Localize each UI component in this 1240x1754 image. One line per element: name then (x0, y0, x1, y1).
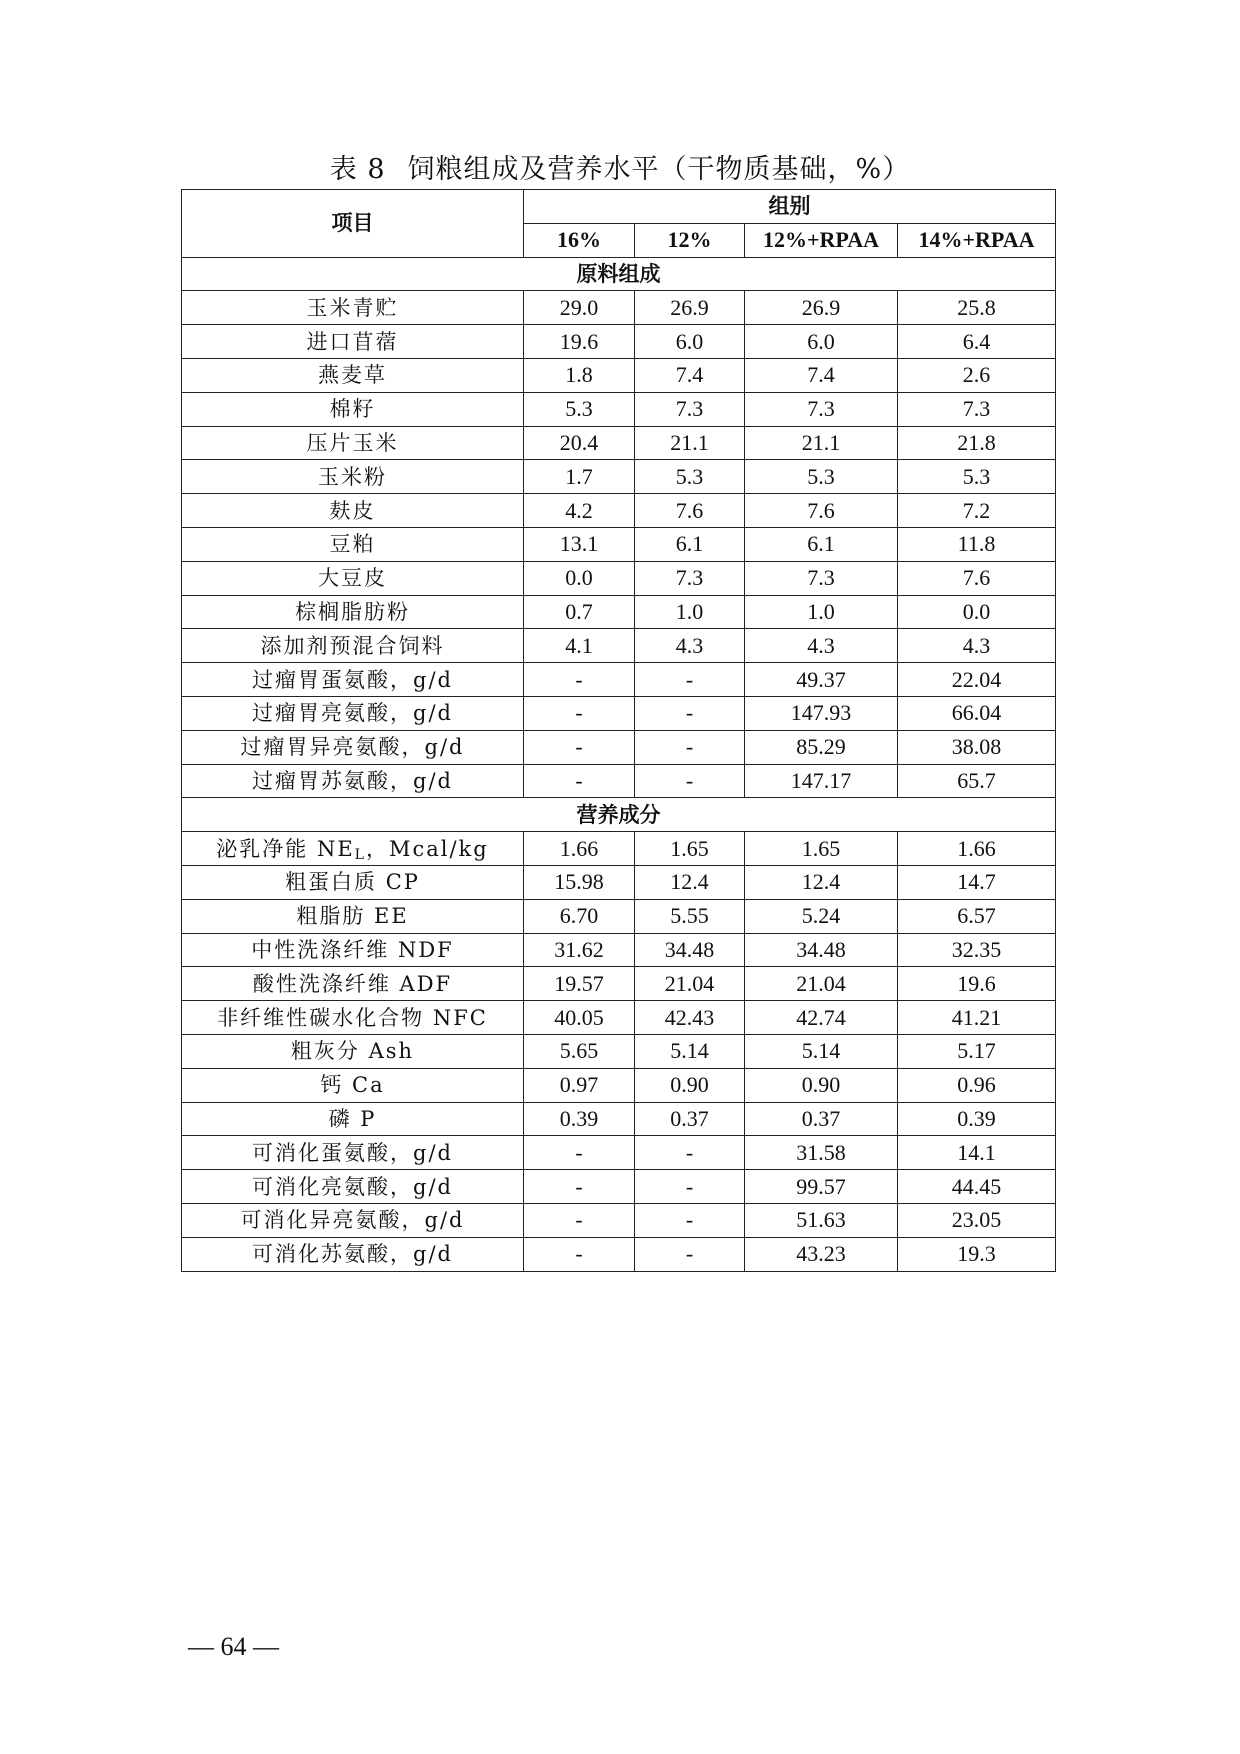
item-text: 酸性洗涤纤维 ADF (252, 971, 453, 996)
section-title: 原料组成 (182, 257, 1056, 291)
cell-value: - (635, 663, 745, 697)
item-text: 添加剂预混合饲料 (260, 633, 445, 658)
cell-value: 15.98 (524, 865, 635, 899)
item-suffix: ，Mcal/kg (365, 836, 489, 861)
cell-value: 5.3 (524, 392, 635, 426)
item-text: 可消化异亮氨酸，g/d (240, 1208, 465, 1233)
cell-value: - (635, 1136, 745, 1170)
row-item-label (182, 595, 524, 629)
group-header-12: 12% (635, 223, 745, 257)
item-text: 可消化蛋氨酸，g/d (252, 1140, 453, 1165)
cell-value: 7.6 (635, 494, 745, 528)
cell-value: 2.6 (898, 358, 1056, 392)
cell-value: - (524, 764, 635, 798)
table-row (182, 764, 1056, 798)
cell-value: 0.37 (745, 1102, 898, 1136)
table-row (182, 933, 1056, 967)
cell-value: 14.1 (898, 1136, 1056, 1170)
cell-value: 6.57 (898, 899, 1056, 933)
row-item-label (182, 967, 524, 1001)
cell-value: 7.6 (898, 561, 1056, 595)
row-item-label (182, 1068, 524, 1102)
cell-value: 7.2 (898, 494, 1056, 528)
cell-value: 0.37 (635, 1102, 745, 1136)
cell-value: 42.74 (745, 1001, 898, 1035)
cell-value: - (524, 663, 635, 697)
item-column-header: 项目 (182, 190, 524, 258)
cell-value: 4.3 (635, 629, 745, 663)
cell-value: 0.96 (898, 1068, 1056, 1102)
cell-value: 13.1 (524, 527, 635, 561)
cell-value: 5.3 (898, 460, 1056, 494)
cell-value: 14.7 (898, 865, 1056, 899)
item-text: 玉米青贮 (306, 295, 399, 320)
group-header-16: 16% (524, 223, 635, 257)
table-row (182, 1203, 1056, 1237)
row-item-label (182, 392, 524, 426)
item-text: 棕榈脂肪粉 (295, 599, 410, 624)
cell-value: 6.0 (635, 325, 745, 359)
cell-value: - (635, 696, 745, 730)
cell-value: 1.65 (635, 832, 745, 866)
row-item-label (182, 764, 524, 798)
cell-value: 31.58 (745, 1136, 898, 1170)
cell-value: 5.65 (524, 1034, 635, 1068)
cell-value: 21.1 (635, 426, 745, 460)
cell-value: 7.3 (635, 561, 745, 595)
cell-value: 0.39 (524, 1102, 635, 1136)
cell-value: 19.3 (898, 1237, 1056, 1271)
item-text: 豆粕 (329, 532, 376, 557)
item-text: 大豆皮 (318, 566, 387, 591)
cell-value: 147.17 (745, 764, 898, 798)
cell-value: 41.21 (898, 1001, 1056, 1035)
cell-value: - (524, 730, 635, 764)
cell-value: 21.04 (635, 967, 745, 1001)
cell-value: 7.3 (745, 392, 898, 426)
table-row (182, 730, 1056, 764)
cell-value: 0.39 (898, 1102, 1056, 1136)
cell-value: 6.70 (524, 899, 635, 933)
cell-value: 6.1 (635, 527, 745, 561)
item-text: 可消化亮氨酸，g/d (252, 1174, 453, 1199)
cell-value: 5.14 (635, 1034, 745, 1068)
cell-value: 1.0 (745, 595, 898, 629)
table-row (182, 1068, 1056, 1102)
cell-value: 1.7 (524, 460, 635, 494)
row-item-label (182, 1203, 524, 1237)
cell-value: 26.9 (635, 291, 745, 325)
table-row (182, 1034, 1056, 1068)
cell-value: 4.3 (898, 629, 1056, 663)
row-item-label (182, 933, 524, 967)
row-item-label (182, 899, 524, 933)
cell-value: 7.3 (898, 392, 1056, 426)
cell-value: 29.0 (524, 291, 635, 325)
section-header-row (182, 257, 1056, 291)
cell-value: 4.3 (745, 629, 898, 663)
row-item-label (182, 527, 524, 561)
table-row (182, 595, 1056, 629)
table-row (182, 358, 1056, 392)
table-row (182, 1102, 1056, 1136)
table-row (182, 291, 1056, 325)
item-text: 进口苜蓿 (306, 329, 399, 354)
cell-value: 5.24 (745, 899, 898, 933)
cell-value: - (524, 1237, 635, 1271)
table-row (182, 865, 1056, 899)
cell-value: - (524, 1136, 635, 1170)
row-item-label (182, 291, 524, 325)
table-row (182, 494, 1056, 528)
cell-value: 12.4 (745, 865, 898, 899)
diet-composition-table (181, 189, 1056, 1272)
cell-value: 1.0 (635, 595, 745, 629)
cell-value: 7.4 (745, 358, 898, 392)
cell-value: 0.0 (898, 595, 1056, 629)
item-text: 可消化苏氨酸，g/d (252, 1242, 453, 1267)
cell-value: 66.04 (898, 696, 1056, 730)
item-text: 粗脂肪 EE (296, 904, 409, 929)
table-caption (0, 152, 1240, 188)
row-item-label (182, 426, 524, 460)
group-header-14-rpaa: 14%+RPAA (898, 223, 1056, 257)
cell-value: 21.8 (898, 426, 1056, 460)
cell-value: 20.4 (524, 426, 635, 460)
table-row (182, 696, 1056, 730)
cell-value: 40.05 (524, 1001, 635, 1035)
cell-value: - (635, 730, 745, 764)
cell-value: - (524, 696, 635, 730)
cell-value: 26.9 (745, 291, 898, 325)
row-item-label (182, 832, 524, 866)
cell-value: 21.1 (745, 426, 898, 460)
item-text: 钙 Ca (320, 1073, 385, 1098)
cell-value: 1.66 (524, 832, 635, 866)
cell-value: 5.17 (898, 1034, 1056, 1068)
item-text: 压片玉米 (306, 430, 399, 455)
table-row (182, 426, 1056, 460)
cell-value: - (635, 1170, 745, 1204)
item-text: 过瘤胃亮氨酸，g/d (252, 701, 453, 726)
cell-value: - (635, 1203, 745, 1237)
item-text: 泌乳净能 NE (216, 836, 355, 861)
cell-value: 5.14 (745, 1034, 898, 1068)
cell-value: 4.2 (524, 494, 635, 528)
cell-value: 0.90 (635, 1068, 745, 1102)
row-item-label (182, 561, 524, 595)
cell-value: 0.7 (524, 595, 635, 629)
item-subscript: L (354, 846, 366, 863)
row-item-label (182, 696, 524, 730)
cell-value: 147.93 (745, 696, 898, 730)
cell-value: 34.48 (635, 933, 745, 967)
cell-value: 5.3 (635, 460, 745, 494)
cell-value: 6.0 (745, 325, 898, 359)
item-text: 燕麦草 (318, 363, 387, 388)
item-text: 非纤维性碳水化合物 NFC (217, 1005, 488, 1030)
table-row (182, 1170, 1056, 1204)
cell-value: 1.66 (898, 832, 1056, 866)
row-item-label (182, 663, 524, 697)
cell-value: 32.35 (898, 933, 1056, 967)
row-item-label (182, 358, 524, 392)
item-text: 过瘤胃异亮氨酸，g/d (240, 735, 465, 760)
row-item-label (182, 1102, 524, 1136)
cell-value: 0.97 (524, 1068, 635, 1102)
cell-value: 99.57 (745, 1170, 898, 1204)
cell-value: 85.29 (745, 730, 898, 764)
cell-value: 34.48 (745, 933, 898, 967)
row-item-label (182, 1237, 524, 1271)
cell-value: 5.55 (635, 899, 745, 933)
section-title: 营养成分 (182, 798, 1056, 832)
cell-value: 25.8 (898, 291, 1056, 325)
cell-value: 49.37 (745, 663, 898, 697)
cell-value: 65.7 (898, 764, 1056, 798)
cell-value: 23.05 (898, 1203, 1056, 1237)
cell-value: 38.08 (898, 730, 1056, 764)
row-item-label (182, 865, 524, 899)
row-item-label (182, 1034, 524, 1068)
cell-value: 43.23 (745, 1237, 898, 1271)
row-item-label (182, 1136, 524, 1170)
cell-value: 19.6 (524, 325, 635, 359)
header-row-top (182, 190, 1056, 224)
cell-value: 19.57 (524, 967, 635, 1001)
row-item-label (182, 325, 524, 359)
group-header-12-rpaa: 12%+RPAA (745, 223, 898, 257)
cell-value: 7.3 (745, 561, 898, 595)
row-item-label (182, 1170, 524, 1204)
cell-value: 19.6 (898, 967, 1056, 1001)
item-text: 中性洗涤纤维 NDF (251, 937, 454, 962)
cell-value: 1.8 (524, 358, 635, 392)
cell-value: - (635, 1237, 745, 1271)
item-text: 磷 P (328, 1106, 377, 1131)
cell-value: 0.0 (524, 561, 635, 595)
table-row (182, 832, 1056, 866)
item-text: 粗灰分 Ash (290, 1039, 415, 1064)
table-caption-label: 表 8 (329, 154, 386, 185)
page-number: — 64 — (188, 1632, 279, 1661)
cell-value: 42.43 (635, 1001, 745, 1035)
cell-value: 22.04 (898, 663, 1056, 697)
row-item-label (182, 730, 524, 764)
item-text: 玉米粉 (318, 464, 387, 489)
cell-value: 7.6 (745, 494, 898, 528)
item-text: 过瘤胃苏氨酸，g/d (252, 768, 453, 793)
table-row (182, 460, 1056, 494)
item-text: 过瘤胃蛋氨酸，g/d (252, 667, 453, 692)
section-header-row (182, 798, 1056, 832)
cell-value: 6.1 (745, 527, 898, 561)
row-item-label (182, 460, 524, 494)
cell-value: 7.4 (635, 358, 745, 392)
cell-value: 44.45 (898, 1170, 1056, 1204)
table-caption-text: 饲粮组成及营养水平（干物质基础，%） (407, 154, 911, 185)
table-row (182, 1001, 1056, 1035)
cell-value: 4.1 (524, 629, 635, 663)
cell-value: - (635, 764, 745, 798)
row-item-label (182, 494, 524, 528)
cell-value: 0.90 (745, 1068, 898, 1102)
cell-value: 21.04 (745, 967, 898, 1001)
table-header (182, 190, 1056, 258)
table-row (182, 1237, 1056, 1271)
cell-value: 7.3 (635, 392, 745, 426)
cell-value: 12.4 (635, 865, 745, 899)
row-item-label (182, 629, 524, 663)
table-row (182, 1136, 1056, 1170)
cell-value: 31.62 (524, 933, 635, 967)
table-row (182, 325, 1056, 359)
item-text: 棉籽 (329, 397, 376, 422)
table-row (182, 392, 1056, 426)
table-row (182, 899, 1056, 933)
table-row (182, 561, 1056, 595)
table-row (182, 967, 1056, 1001)
table-row (182, 663, 1056, 697)
cell-value: 11.8 (898, 527, 1056, 561)
table-row (182, 629, 1056, 663)
cell-value: 5.3 (745, 460, 898, 494)
item-text: 麸皮 (329, 498, 376, 523)
item-text: 粗蛋白质 CP (285, 870, 420, 895)
row-item-label (182, 1001, 524, 1035)
cell-value: 51.63 (745, 1203, 898, 1237)
table-row (182, 527, 1056, 561)
group-column-header: 组别 (524, 190, 1056, 224)
cell-value: 1.65 (745, 832, 898, 866)
cell-value: 6.4 (898, 325, 1056, 359)
table-body (182, 257, 1056, 1271)
cell-value: - (524, 1170, 635, 1204)
cell-value: - (524, 1203, 635, 1237)
